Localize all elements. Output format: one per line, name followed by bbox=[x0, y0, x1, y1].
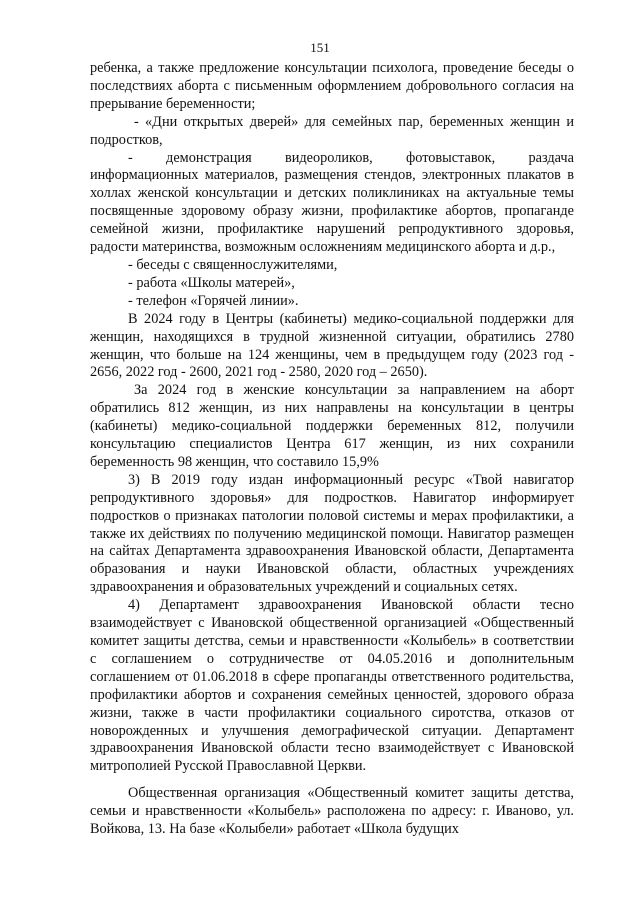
paragraph-demonstration bbox=[90, 150, 574, 257]
paragraph-consultation: ребенка, а также предложение консультации психолога, проведение беседы о последствиях аборта с письменным оформлением добровольного согласия на прерывание беременности; bbox=[90, 60, 574, 112]
paragraph-centers-2024: В 2024 году в Центры (кабинеты) медико-социальной поддержки для женщин, находящихся в трудной жизненной ситуации, обратились 2780 женщин, что больше на 124 женщины, чем в предыдущем году (2023 год - 2656, 2022 год - 2600, 2021 год - 2580, 2020 год – 2650). bbox=[90, 310, 574, 381]
page-number: 151 bbox=[310, 40, 330, 55]
word: раздача bbox=[528, 149, 574, 166]
word: - bbox=[128, 149, 133, 166]
paragraph-open-days: - «Дни открытых дверей» для семейных пар, беременных женщин и подростков, bbox=[90, 113, 574, 148]
document-body bbox=[90, 60, 574, 839]
list-item-hotline: - телефон «Горячей линии». bbox=[128, 292, 299, 309]
word: фотовыставок, bbox=[405, 149, 496, 166]
paragraph-navigator: 3) В 2019 году издан информационный ресурс «Твой навигатор репродуктивного здоровья» для подростков. Навигатор информирует подростков о признаках патологии половой системы и мерах профилактики, а также их действиях по получению медицинской помощи. Навигатор размещен на сайтах Департамента здравоохранения Ивановской области, Департамента образования и науки Ивановской области, областных учреждениях здравоохранения и образовательных учреждений и социальных сетях. bbox=[90, 471, 574, 596]
list-item-school-of-mothers: - работа «Школы матерей», bbox=[128, 274, 295, 291]
list-item-priests: - беседы с священнослужителями, bbox=[128, 256, 338, 273]
paragraph-kolybel-address: Общественная организация «Общественный комитет защиты детства, семьи и нравственности «Колыбель» расположена по адресу: г. Иваново, ул. Войкова, 13. На базе «Колыбели» работает «Школа будущих bbox=[90, 785, 574, 838]
word: видеороликов, bbox=[284, 149, 373, 166]
paragraph-abortion-referrals: За 2024 год в женские консультации за направлением на аборт обратились 812 женщин, из них направлены на консультации в центры (кабинеты) медико-социальной поддержки беременных 812, получили консультацию специалистов Центра 617 женщин, из них сохранили беременность 98 женщин, что составило 15,9% bbox=[90, 382, 574, 470]
demonstration-first-line bbox=[90, 150, 574, 168]
word: демонстрация bbox=[166, 149, 252, 166]
paragraph-department-cooperation: 4) Департамент здравоохранения Ивановской области тесно взаимодействует с Ивановской общественной организацией «Общественный комитет защиты детства, семьи и нравственности «Колыбель» в соответствии с соглашением о сотрудничестве от 04.05.2016 и дополнительным соглашением от 01.06.2018 в сфере пропаганды ответственного родительства, профилактики абортов и сохранения семейных ценностей, здорового образа жизни, также в части профилактики социального сиротства, отказов от новорожденных и улучшения демографической ситуации. Департамент здравоохранения Ивановской области тесно взаимодействует с Ивановской митрополией Русской Православной Церкви. bbox=[90, 597, 574, 775]
demonstration-rest: информационных материалов, размещения стендов, электронных плакатов в холлах женской консультации и детских поликлиниках на актуальные темы посвященные здоровому образу жизни, профилактике абортов, пропаганде семейной жизни, профилактике нарушений репродуктивного здоровья, радости материнства, возможным осложнениям медицинского аборта и д.р., bbox=[90, 167, 574, 256]
